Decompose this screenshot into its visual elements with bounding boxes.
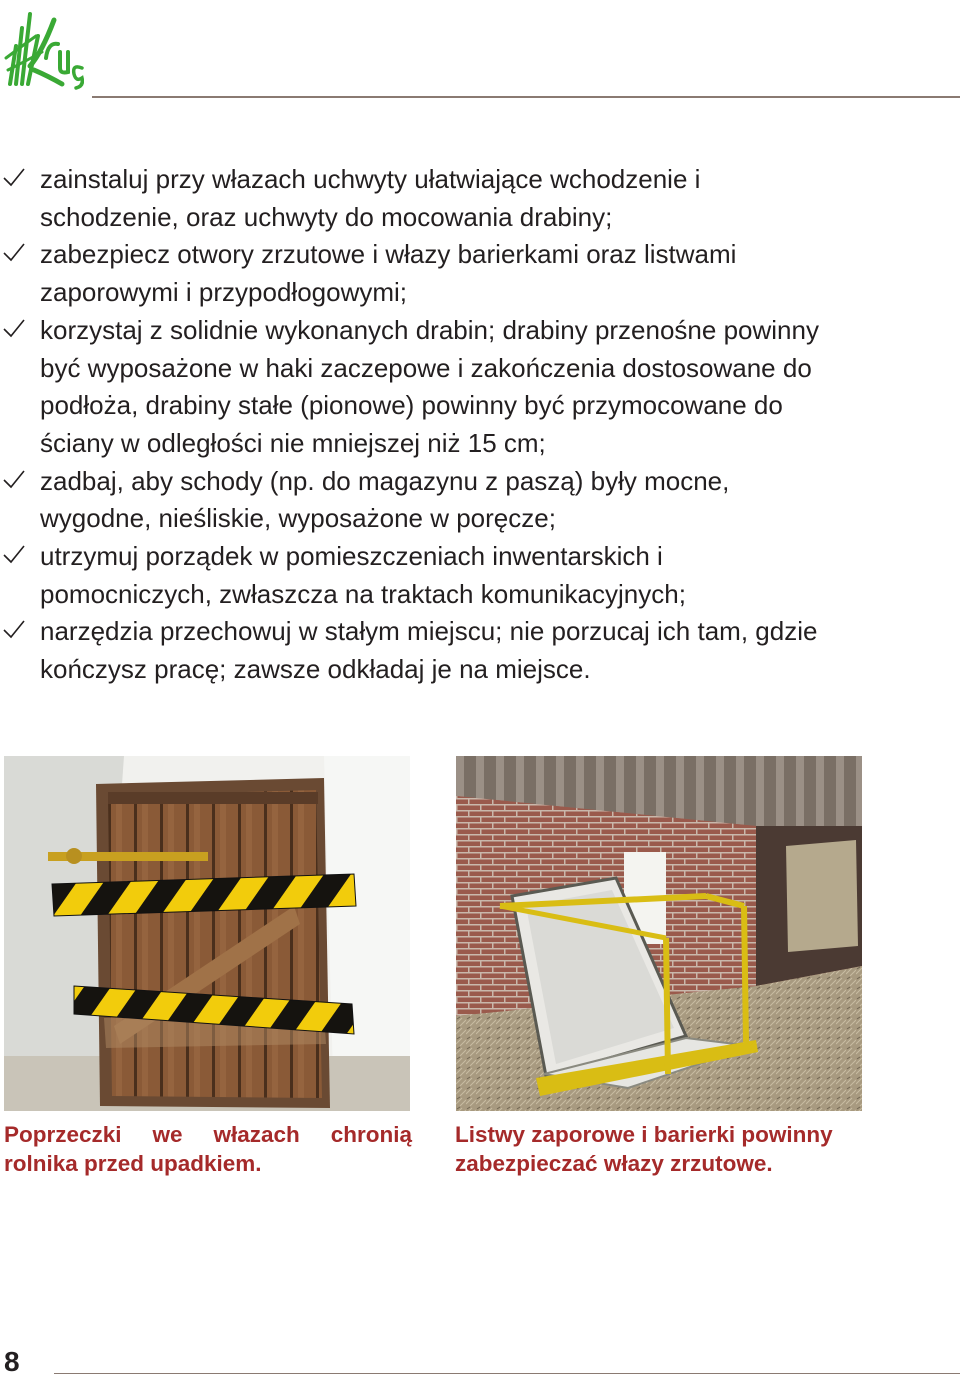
list-item-text: narzędzia przechowuj w stałym miejscu; nie porzucaj ich tam, gdzie kończysz pracę; zawsze odkładaj je na miejsce. xyxy=(40,616,818,685)
checkmark-icon xyxy=(2,166,26,190)
checkmark-icon xyxy=(2,543,26,567)
list-item xyxy=(0,613,840,688)
checkmark-icon xyxy=(2,317,26,341)
list-item-text: zainstaluj przy włazach uchwyty ułatwiające wchodzenie i schodzenie, oraz uchwyty do mocowania drabiny; xyxy=(40,164,701,232)
list-item-text: zabezpiecz otwory zrzutowe i włazy barierkami oraz listwami zaporowymi i przypodłogowymi; xyxy=(40,239,737,308)
photo-hatch-crossbars xyxy=(4,756,410,1111)
checkmark-icon xyxy=(2,618,26,642)
list-item xyxy=(0,161,840,236)
list-item-text: utrzymuj porządek w pomieszczeniach inwentarskich i pomocniczych, zwłaszcza na traktach komunikacyjnych; xyxy=(40,541,686,609)
checkmark-icon xyxy=(2,241,26,265)
list-item xyxy=(0,312,840,463)
photo-trapdoor-barrier xyxy=(456,756,862,1111)
krus-logo-graphic xyxy=(2,6,84,90)
list-item xyxy=(0,538,840,613)
krus-logo xyxy=(2,6,84,90)
figure-caption-left: Poprzeczki we włazach chronią rolnika przed upadkiem. xyxy=(4,1122,412,1176)
list-item-text: korzystaj z solidnie wykonanych drabin; drabiny przenośne powinny być wyposażone w haki zaczepowe i zakończenia dostosowane do podłoża, drabiny stałe (pionowe) powinny być przymocowane do ściany w odległości nie mniejszej niż 15 cm; xyxy=(40,314,819,458)
checkmark-icon xyxy=(2,468,26,492)
footer-rule xyxy=(54,1373,960,1374)
header-rule xyxy=(92,96,960,98)
list-item-text: zadbaj, aby schody (np. do magazynu z paszą) były mocne, wygodne, nieśliskie, wyposażone w poręcze; xyxy=(40,465,730,534)
page-number: 8 xyxy=(4,1346,20,1377)
safety-checklist xyxy=(0,161,960,689)
list-item xyxy=(0,236,840,311)
figure-caption-right: Listwy zaporowe i barierki powinny zabezpieczać włazy zrzutowe. xyxy=(455,1122,833,1176)
list-item xyxy=(0,463,840,538)
